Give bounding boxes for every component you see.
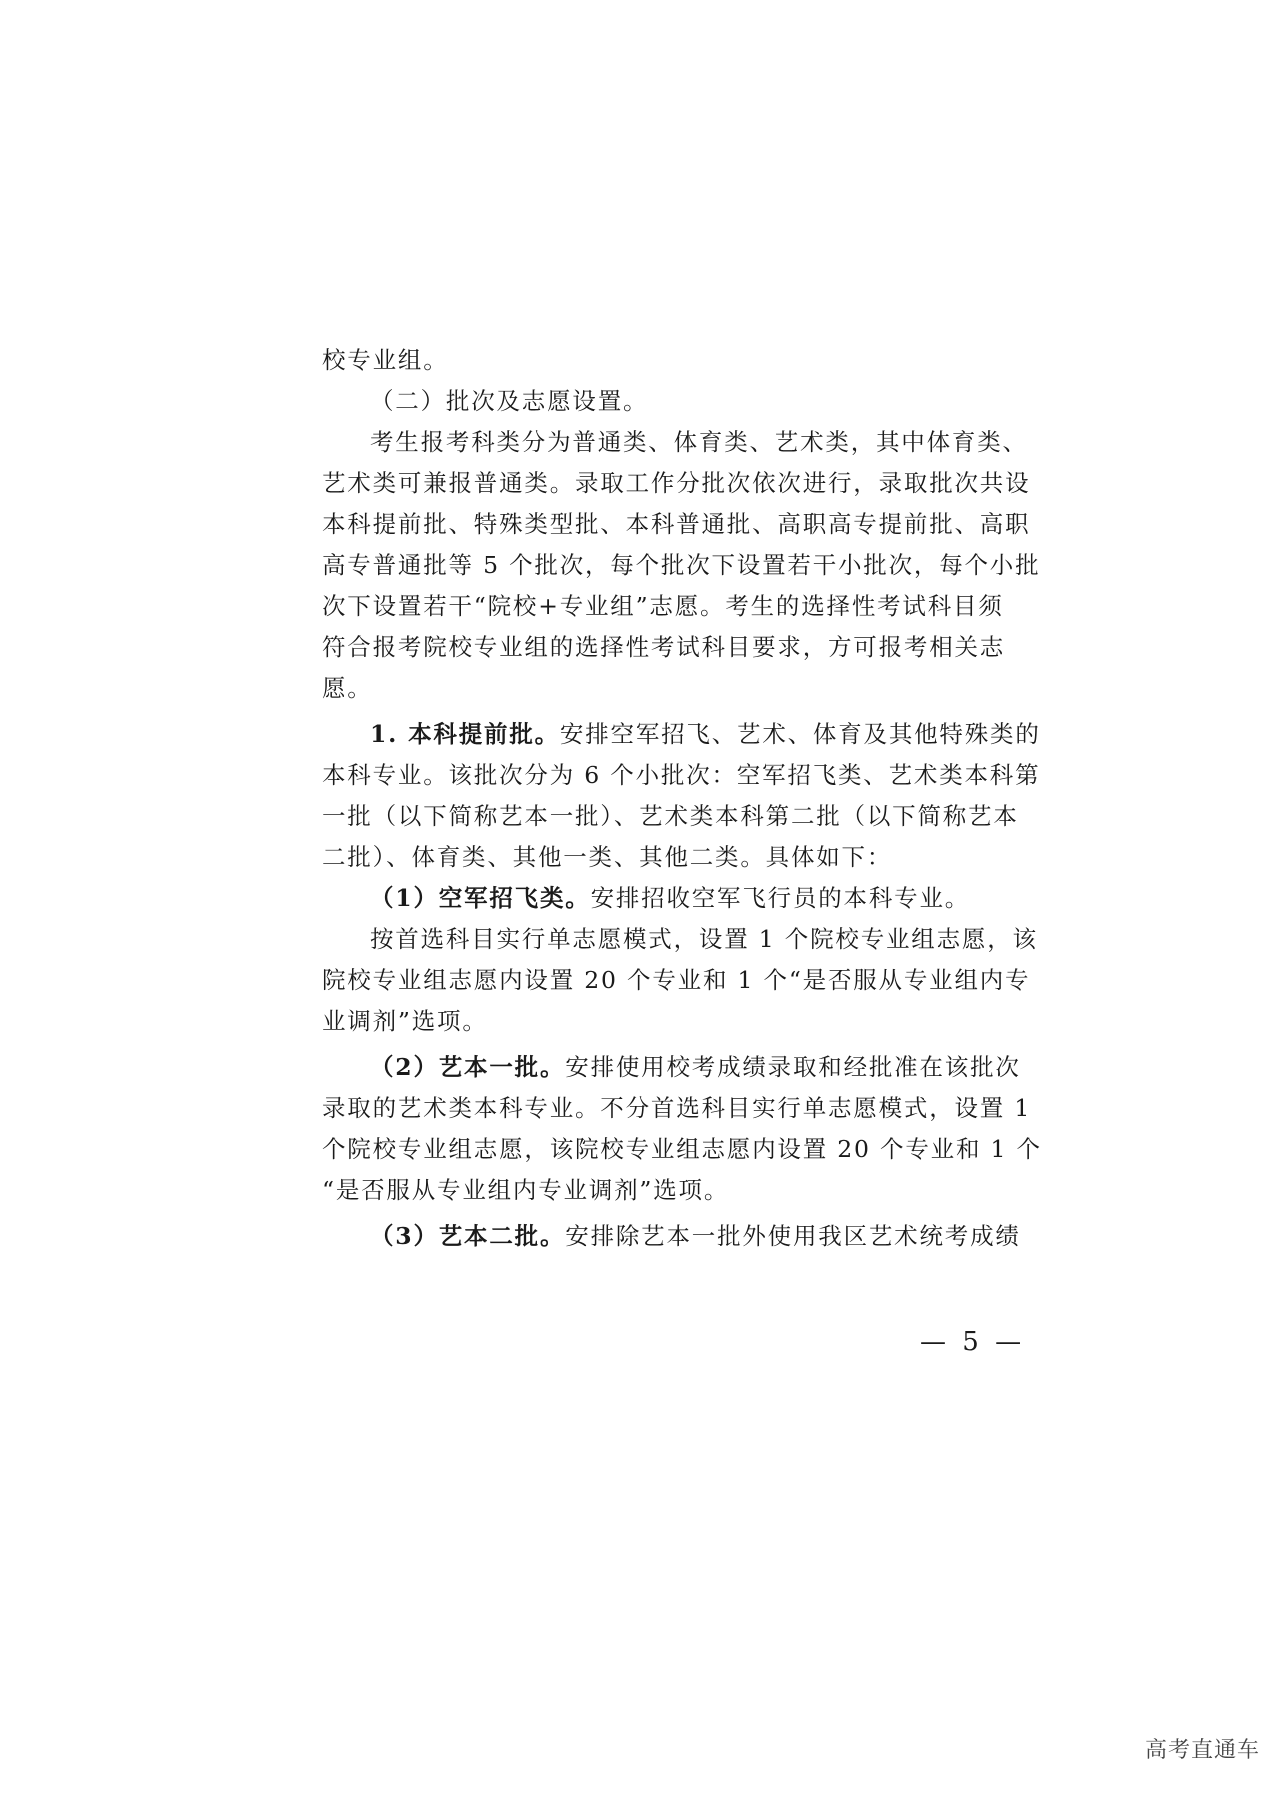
- page-number: — 5 —: [920, 1327, 1026, 1357]
- subheading-art-batch-two: （3）艺本二批。: [370, 1222, 566, 1250]
- document-body: [322, 340, 1042, 1257]
- body-line: 个院校专业组志愿，该院校专业组志愿内设置 20 个专业和 1 个: [322, 1135, 1042, 1163]
- body-line: 本科提前批、特殊类型批、本科普通批、高职高专提前批、高职: [322, 510, 1031, 538]
- body-line: 愿。: [322, 674, 373, 702]
- section-heading: （二）批次及志愿设置。: [370, 387, 649, 415]
- paragraph-text: 安排空军招飞、艺术、体育及其他特殊类的: [559, 720, 1041, 748]
- body-line: 高专普通批等 5 个批次，每个批次下设置若干小批次，每个小批: [322, 551, 1041, 579]
- paragraph-line: [322, 1216, 1021, 1257]
- body-line: 校专业组。: [322, 346, 449, 374]
- body-line: 院校专业组志愿内设置 20 个专业和 1 个“是否服从专业组内专: [322, 966, 1031, 994]
- paragraph-line: [322, 878, 1006, 919]
- body-line: 录取的艺术类本科专业。不分首选科目实行单志愿模式，设置 1: [322, 1094, 1032, 1122]
- paragraph-line: [322, 714, 1041, 755]
- paragraph-text: 安排使用校考成绩录取和经批准在该批次: [565, 1053, 1021, 1081]
- subheading-undergrad-early-batch: 1. 本科提前批。: [370, 720, 560, 748]
- body-line: 按首选科目实行单志愿模式，设置 1 个院校专业组志愿，该: [370, 925, 1038, 953]
- body-line: 二批）、体育类、其他一类、其他二类。具体如下：: [322, 843, 893, 871]
- subheading-art-batch-one: （2）艺本一批。: [370, 1053, 566, 1081]
- body-line: 次下设置若干“院校+专业组”志愿。考生的选择性考试科目须: [322, 592, 1004, 620]
- body-line: 业调剂”选项。: [322, 1007, 488, 1035]
- paragraph-text: 安排招收空军飞行员的本科专业。: [590, 884, 971, 912]
- body-line: 一批（以下简称艺本一批）、艺术类本科第二批（以下简称艺本: [322, 802, 1019, 830]
- body-line: 艺术类可兼报普通类。录取工作分批次依次进行，录取批次共设: [322, 469, 1031, 497]
- body-line: 本科专业。该批次分为 6 个小批次：空军招飞类、艺术类本科第: [322, 761, 1041, 789]
- body-line: 考生报考科类分为普通类、体育类、艺术类，其中体育类、: [370, 428, 1028, 456]
- paragraph-text: 安排除艺本一批外使用我区艺术统考成绩: [565, 1222, 1021, 1250]
- watermark: 高考直通车: [1144, 1738, 1260, 1763]
- subheading-air-force-pilot: （1）空军招飞类。: [370, 884, 591, 912]
- body-line: 符合报考院校专业组的选择性考试科目要求，方可报考相关志: [322, 633, 1006, 661]
- paragraph-line: [322, 1047, 1021, 1088]
- body-line: “是否服从专业组内专业调剂”选项。: [322, 1176, 730, 1204]
